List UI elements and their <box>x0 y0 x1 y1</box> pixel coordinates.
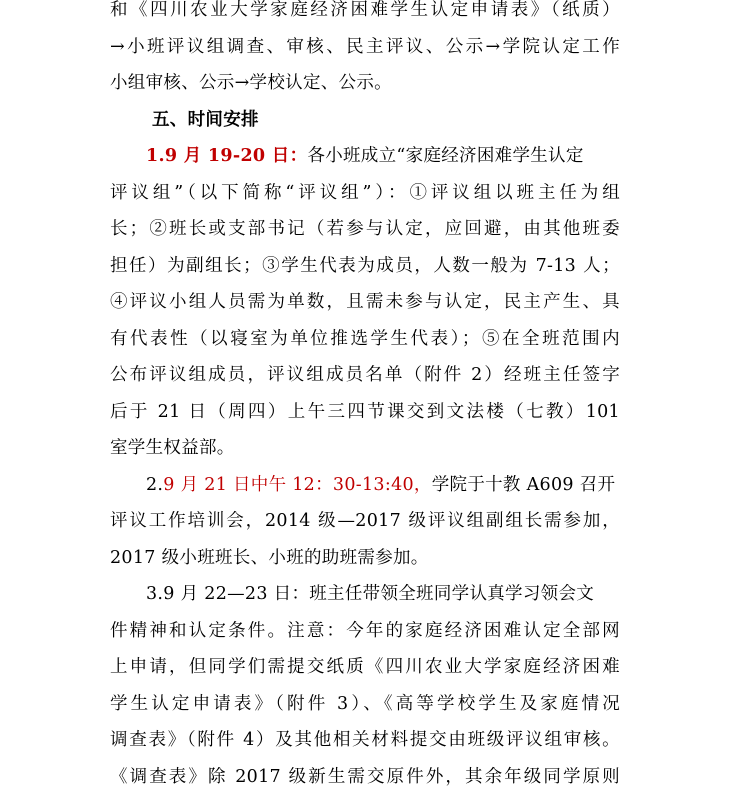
document-page <box>110 0 620 795</box>
paragraph-line: 调查表》（附件 4）及其他相关材料提交由班级评议组审核。 <box>110 722 620 759</box>
paragraph-line: 担任）为副组长；③学生代表为成员，人数一般为 7-13 人； <box>110 248 620 285</box>
paragraph-line: 小组审核、公示→学校认定、公示。 <box>110 65 620 102</box>
paragraph-line: 评议工作培训会，2014 级—2017 级评议组副组长需参加， <box>110 503 620 540</box>
paragraph-line: 和《四川农业大学家庭经济困难学生认定申请表》（纸质） <box>110 0 620 29</box>
paragraph-line: ④评议小组人员需为单数，且需未参与认定，民主产生、具 <box>110 284 620 321</box>
item-1-date: 1.9 月 19-20 日： <box>146 146 307 166</box>
paragraph-line: 有代表性（以寝室为单位推选学生代表）；⑤在全班范围内 <box>110 321 620 358</box>
paragraph-line: 公布评议组成员，评议组成员名单（附件 2）经班主任签字 <box>110 357 620 394</box>
paragraph-line: →小班评议组调查、审核、民主评议、公示→学院认定工作 <box>110 29 620 66</box>
paragraph-line: 件精神和认定条件。注意：今年的家庭经济困难认定全部网 <box>110 613 620 650</box>
section-heading: 五、时间安排 <box>110 102 620 139</box>
paragraph-line: 后于 21 日（周四）上午三四节课交到文法楼（七教）101 <box>110 394 620 431</box>
paragraph-line: 评议组”（以下简称“评议组”）：①评议组以班主任为组 <box>110 175 620 212</box>
item-3-line: 3.9 月 22—23 日：班主任带领全班同学认真学习领会文 <box>110 576 620 613</box>
paragraph-line: 2017 级小班班长、小班的助班需参加。 <box>110 540 620 577</box>
item-2-datetime: 9 月 21 日中午 12：30-13:40， <box>163 475 431 495</box>
paragraph-line: 《调查表》除 2017 级新生需交原件外，其余年级同学原则 <box>110 759 620 795</box>
item-1-line: 1.9 月 19-20 日：各小班成立“家庭经济困难学生认定 <box>110 138 620 175</box>
paragraph-line: 上申请，但同学们需提交纸质《四川农业大学家庭经济困难 <box>110 649 620 686</box>
paragraph-line: 室学生权益部。 <box>110 430 620 467</box>
item-2-line: 2.9 月 21 日中午 12：30-13:40，学院于十教 A609 召开 <box>110 467 620 504</box>
paragraph-line: 长；②班长或支部书记（若参与认定，应回避，由其他班委 <box>110 211 620 248</box>
paragraph-line: 学生认定申请表》（附件 3）、《高等学校学生及家庭情况 <box>110 686 620 723</box>
